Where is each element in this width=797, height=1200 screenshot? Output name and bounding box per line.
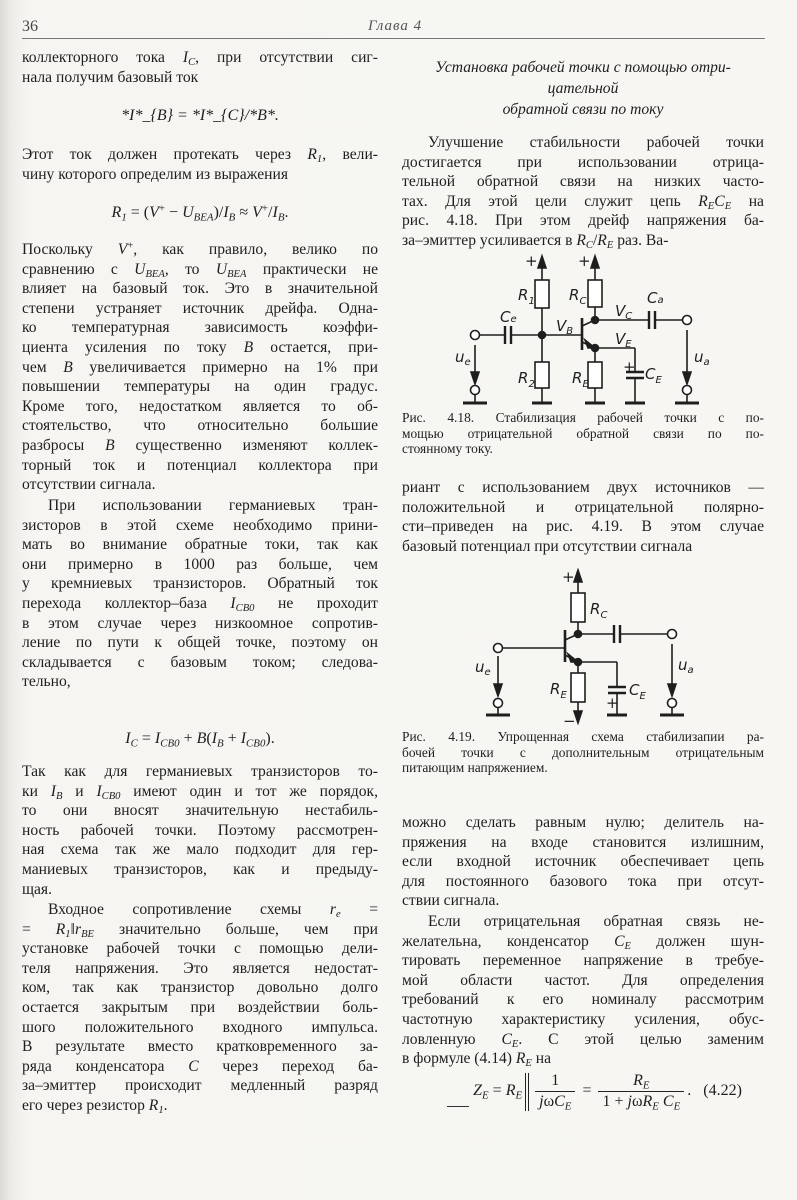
label-plus-ce: + bbox=[623, 358, 636, 376]
text-line: базовый потенциал при отсутствии сигнала bbox=[402, 537, 693, 555]
text-line: в формуле (4.14) $R_E$ на bbox=[402, 1050, 552, 1070]
text-line: сравнению с $U_{BEA}$, то $U_{BEA}$ практически не bbox=[22, 260, 378, 280]
label-plus-ce: + bbox=[606, 694, 619, 712]
formula-ib: *I*_{B} = *I*_{C}/*B*. bbox=[121, 107, 279, 124]
text-line: Входное сопротивление схемы $r_e$ = bbox=[48, 901, 378, 921]
text-line: При использовании германиевых тран- bbox=[48, 497, 378, 514]
text-line: требований к его номиналу рассмотрим bbox=[402, 991, 764, 1009]
text-line: теля напряжения. Это является недостат- bbox=[22, 959, 378, 977]
text-line: цательной bbox=[547, 80, 619, 97]
text-line: чину которого определим из выражения bbox=[22, 165, 289, 183]
text-line: пряжения на входе становится излишним, bbox=[402, 833, 764, 851]
text-line: за–эмиттер происходит медленный разряд bbox=[22, 1077, 378, 1095]
text-line: отсутствии сигнала. bbox=[22, 476, 156, 494]
text-line: циента усиления по току B остается, при- bbox=[22, 338, 378, 356]
text-line: торный ток и потенциал коллектора при bbox=[22, 456, 378, 474]
text-line: чем B увеличивается примерно на 1% при bbox=[22, 358, 378, 376]
text-line: рис. 4.18. При этом дрейф напряжения ба- bbox=[402, 212, 764, 230]
text-line: ко температурная зависимость коэффи- bbox=[22, 319, 378, 337]
label-CE: $C_E$ bbox=[629, 681, 646, 702]
text-line: в этом случае через низкоомное сопротив- bbox=[22, 614, 378, 632]
label-R1: $R_1$ bbox=[518, 286, 535, 307]
text-line: повышении температуры на один градус. bbox=[22, 378, 378, 396]
label-ue: $u_e$ bbox=[475, 658, 491, 678]
text-line: мать во внимание обратные токи, так как bbox=[22, 536, 378, 554]
text-line: Этот ток должен протекать через $R_1$, вели- bbox=[22, 146, 379, 166]
text-line: ность рабочей точки. Поэтому рассмотрен- bbox=[22, 821, 378, 839]
text-line: ловленную $C_E$. С этой целью заменим bbox=[402, 1030, 764, 1050]
text-line: желательна, конденсатор $C_E$ должен шун- bbox=[402, 932, 765, 952]
text-line: остается закрытым при воздействии боль- bbox=[22, 998, 378, 1016]
label-Rc: $R_C$ bbox=[569, 286, 587, 307]
text-line: Поскольку V+, как правило, велико по bbox=[22, 240, 379, 258]
text-line: тировать переменное напряжение в требуе- bbox=[402, 952, 764, 970]
text-line: влияет на базовый ток. Это в значительной bbox=[22, 280, 378, 298]
text-line: питающим напряжением. bbox=[402, 760, 548, 776]
text-line: коллекторного тока $I_C$, при отсутствии сиг- bbox=[22, 49, 378, 69]
text-line: шого положительного входного импульса. bbox=[22, 1018, 378, 1036]
text-line: риант с использованием двух источников — bbox=[402, 479, 764, 496]
text-line: Улучшение стабильности рабочей точки bbox=[428, 134, 764, 151]
text-line: тельно, bbox=[22, 673, 71, 691]
text-line: мой области частот. Для определения bbox=[402, 971, 764, 989]
text-line: обратной связи по току bbox=[502, 101, 664, 118]
fraction-1-denominator: jωC$_E$ bbox=[539, 1093, 572, 1113]
text-line: степени устраняет источник дрейфа. Одна- bbox=[22, 299, 378, 317]
text-line: ки $I_B$ и $I_{CB0}$ имеют один и тот же порядок, bbox=[22, 782, 378, 802]
text-line: складывается с базовым током; следова- bbox=[22, 653, 378, 671]
text-line: установке рабочей точки с помощью дели- bbox=[22, 940, 378, 958]
running-header-chapter: Глава 4 bbox=[368, 18, 423, 34]
fraction-2-numerator: $R_E$ bbox=[598, 1072, 684, 1092]
equation-number: (4.22) bbox=[703, 1082, 742, 1100]
text-line: В результате вместо кратковременного за- bbox=[22, 1038, 378, 1056]
text-line: разбросы B существенно изменяют коллек- bbox=[22, 436, 379, 454]
text-line: бочей точки с дополнительным отрицательным bbox=[402, 744, 764, 760]
text-line: маниевых транзисторов, как и предыду- bbox=[22, 860, 378, 878]
label-plus-top: + bbox=[562, 568, 575, 586]
text-line: стоянному току. bbox=[402, 441, 493, 457]
text-line: ком, так как транзистор довольно долго bbox=[22, 979, 378, 997]
label-plus-2: + bbox=[578, 252, 591, 270]
text-line: его через резистор $R_1$. bbox=[22, 1096, 168, 1117]
text-line: ствии сигнала. bbox=[402, 892, 500, 910]
text-line: Так как для германиевых транзисторов то- bbox=[22, 763, 378, 780]
text-line: ная схема так же мало подходит для гер- bbox=[22, 841, 378, 859]
label-RE: $R_E$ bbox=[572, 369, 589, 390]
label-CE: $C_E$ bbox=[645, 365, 662, 386]
label-minus-bottom: − bbox=[563, 712, 576, 730]
text-line: положительной и отрицательной полярно- bbox=[402, 498, 764, 516]
fraction-1-numerator: 1 bbox=[535, 1072, 575, 1092]
text-line: Установка рабочей точки с помощью отри- bbox=[435, 59, 731, 76]
text-line: Кроме того, недостатком является то об- bbox=[22, 397, 378, 415]
page-number: 36 bbox=[22, 18, 38, 35]
text-line: щая. bbox=[22, 880, 52, 898]
text-line: Если отрицательная обратная связь не- bbox=[428, 913, 764, 930]
text-line: тах. Для этой цели служит цепь $R_EC_E$ на bbox=[402, 192, 764, 212]
label-R2: $R_2$ bbox=[518, 369, 535, 390]
text-line: частотную характеристику усиления, обус- bbox=[402, 1010, 764, 1028]
label-VB: $V_B$ bbox=[556, 317, 574, 337]
text-line: Рис. 4.18. Стабилизация рабочей точки с по- bbox=[402, 410, 764, 425]
formula-period: . bbox=[687, 1082, 692, 1100]
text-line: можно сделать равным нулю; делитель на- bbox=[402, 814, 764, 831]
text-line: для постоянного базового тока при отсут- bbox=[402, 872, 764, 890]
label-ua: $u_a$ bbox=[678, 656, 694, 676]
text-line: мощью отрицательной обратной связи по по- bbox=[402, 425, 764, 441]
fig419-wiring bbox=[486, 570, 684, 723]
text-line: нала получим базовый ток bbox=[22, 68, 199, 86]
text-line: за–эмиттер усиливается в $R_C/R_E$ раз. Ва- bbox=[402, 231, 669, 252]
formula-text: $I_C = I_{CB0} + B(I_B + I_{CB0})$. bbox=[125, 730, 275, 750]
text-line: достигается при использовании отрица- bbox=[402, 153, 764, 171]
text-line: ление по пути к общей точке, поэтому он bbox=[22, 634, 378, 652]
text-line: Рис. 4.19. Упрощенная схема стабилизапии ра- bbox=[402, 729, 764, 744]
text-line: сти–приведен на рис. 4.19. В этом случае bbox=[402, 518, 764, 536]
label-RE: $R_E$ bbox=[550, 680, 567, 701]
label-VE: $V_E$ bbox=[615, 330, 632, 350]
text-line: то они вносят значительную нестабиль- bbox=[22, 802, 378, 820]
text-line: стоятельство, что относительно большие bbox=[22, 417, 378, 435]
label-Rc: $R_C$ bbox=[590, 600, 608, 621]
text-line: зисторов в этой схеме необходимо прини- bbox=[22, 516, 378, 534]
formula-lhs: $Z_E = R_E$ bbox=[473, 1082, 523, 1102]
text-line: у кремниевых транзисторов. Обратный ток bbox=[22, 575, 378, 593]
text-line: тельной обратной связи на низких часто- bbox=[402, 173, 764, 191]
text-line: = $R_1‖r_{BE}$ значительно больше, чем при bbox=[22, 920, 378, 940]
label-Ce: Ce bbox=[500, 308, 517, 326]
fraction-2-denominator: 1 + jωR$_E$ $C_E$ bbox=[602, 1093, 681, 1113]
label-VC: $V_C$ bbox=[615, 302, 633, 322]
label-plus-1: + bbox=[525, 252, 538, 270]
label-ue: $u_e$ bbox=[455, 348, 471, 368]
equals-sign: = bbox=[582, 1082, 592, 1100]
text-line: они примерно в 1000 раз больше, чем bbox=[22, 555, 378, 573]
text-line: ряда конденсатора C через переход ба- bbox=[22, 1057, 378, 1075]
formula-text: $R_1 = (V^+ - U_{BEA})/I_B \approx V^+/I_B$. bbox=[111, 202, 289, 224]
text-line: перехода коллектор–база $I_{CB0}$ не проходит bbox=[22, 594, 378, 615]
label-Ca: Ca bbox=[647, 289, 664, 307]
label-ua: $u_a$ bbox=[694, 348, 710, 368]
text-line: если входной источник обеспечивает цепь bbox=[402, 853, 764, 871]
